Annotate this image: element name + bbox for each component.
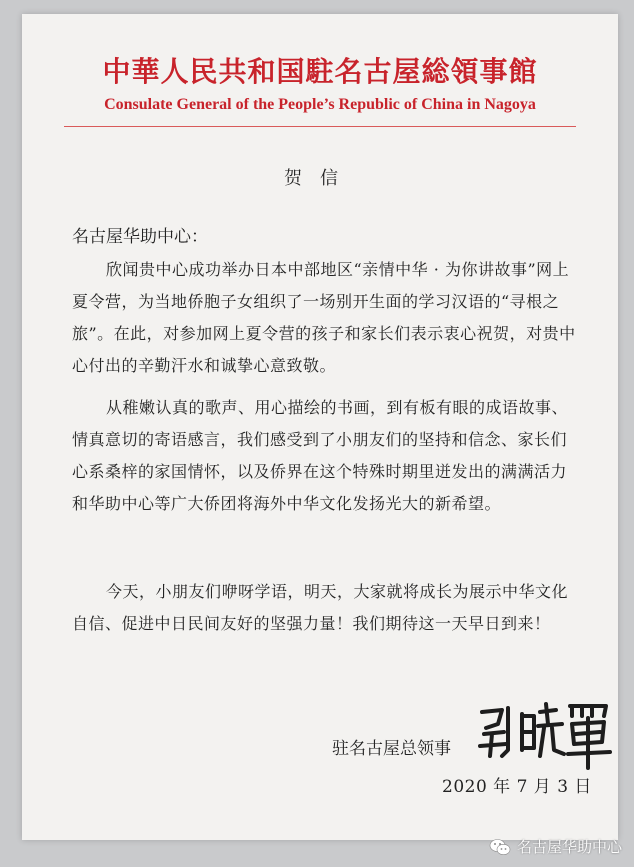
letter-paragraph-1: 欣闻贵中心成功举办日本中部地区“亲情中华 · 为你讲故事”网上夏令营，为当地侨胞子女组织了一场别开生面的学习汉语的“寻根之旅”。在此，对参加网上夏令营的孩子和家长们表示衷心祝贺，对贵中心付出的辛勤汗水和诚挚心意致敬。 <box>72 260 576 375</box>
letter-title: 贺信 <box>284 168 356 189</box>
letter-paragraph-2: 从稚嫩认真的歌声、用心描绘的书画，到有板有眼的成语故事、情真意切的寄语感言，我们感受到了小朋友们的坚持和信念、家长们心系桑梓的家国情怀，以及侨界在这个特殊时期里迸发出的满满活力和华助中心等广大侨团将海外中华文化发扬光大的新希望。 <box>72 398 569 513</box>
letter-date: 2020 年 7 月 3 日 <box>442 777 592 797</box>
watermark-label: 名古屋华助中心 <box>516 838 622 856</box>
letterhead-chinese: 中華人民共和国駐名古屋総領事館 <box>102 55 538 88</box>
letter-paper <box>22 14 618 840</box>
wechat-icon <box>489 838 511 856</box>
letterhead-english: Consulate General of the People’s Republic of China in Nagoya <box>104 96 536 113</box>
signer-title: 驻名古屋总领事 <box>332 739 451 759</box>
handwritten-signature <box>472 694 612 774</box>
letterhead-divider <box>64 126 576 127</box>
letter-salutation: 名古屋华助中心： <box>72 227 208 247</box>
letter-paragraph-3: 今天，小朋友们咿呀学语，明天，大家就将成长为展示中华文化自信、促进中日民间友好的坚强力量！我们期待这一天早日到来！ <box>72 582 569 633</box>
source-watermark <box>489 836 622 857</box>
